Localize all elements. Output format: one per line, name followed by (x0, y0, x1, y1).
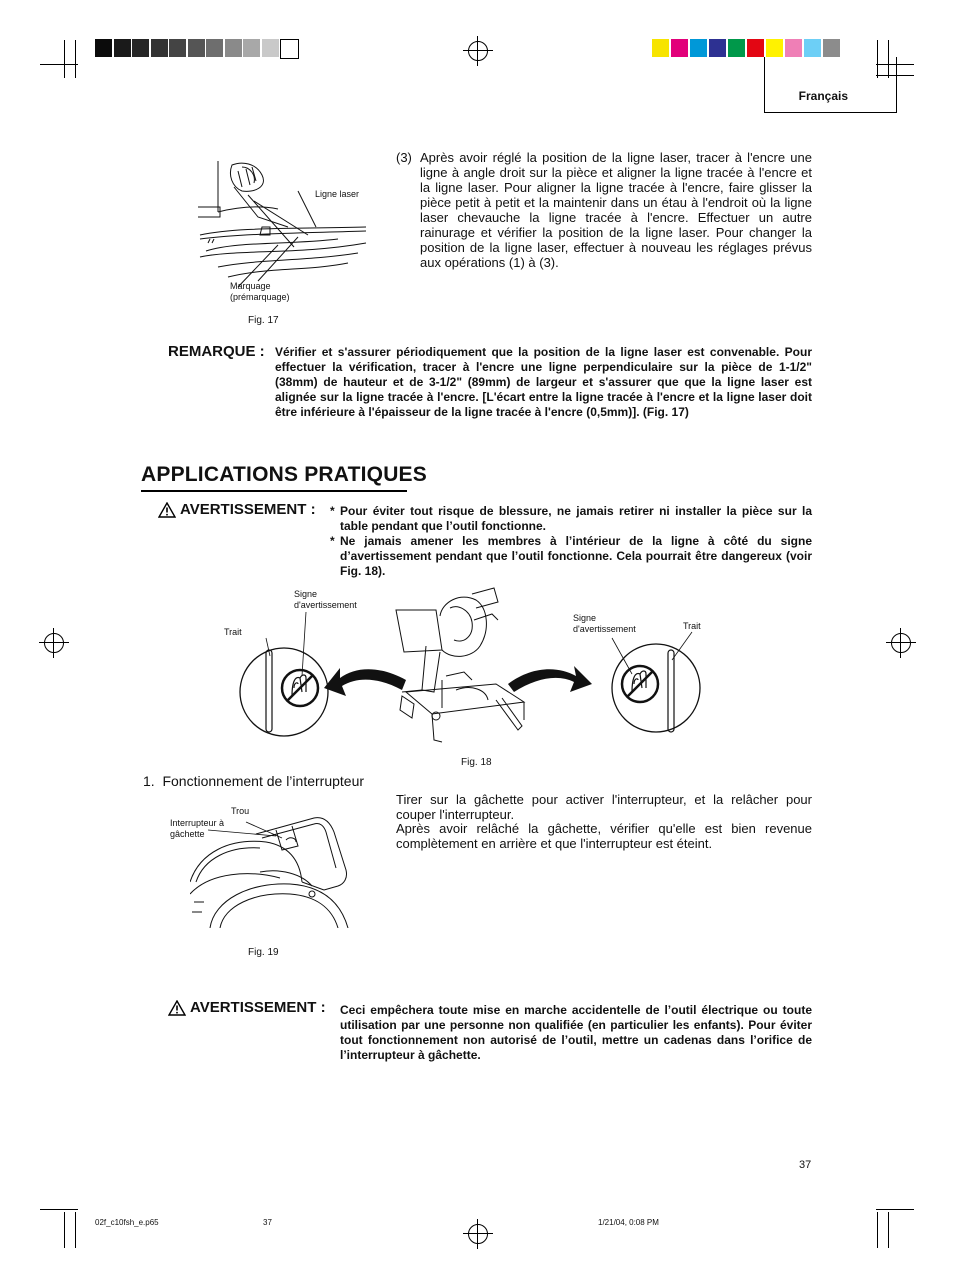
fig18-left-sign-label-line2: d'avertissement (294, 600, 357, 610)
color-swatch (671, 39, 688, 57)
gray-swatch (114, 39, 131, 57)
color-swatch (766, 39, 783, 57)
warning2-text: Ceci empêchera toute mise en marche accidentelle de l’outil électrique ou toute utilisation par une personne non qualifiée (en particulier les enfants). Pour éviter tout fonctionnement non autorisé de l’outil, mettre un cadenas dans l’orifice de l’interrupteur à gâchette. (340, 1003, 812, 1062)
warning-triangle-icon (168, 1000, 186, 1016)
language-tab (764, 57, 897, 113)
page-number: 37 (799, 1159, 812, 1171)
right-warning-sign (612, 644, 700, 732)
fig17-label-marking-line1: Marquage (230, 281, 271, 291)
fig18-left-sign-label-line1: Signe (294, 589, 318, 599)
footer-date: 1/21/04, 0:08 PM (598, 1218, 659, 1227)
step3-number: (3) (396, 150, 412, 165)
fig18-right-sign-label-line2: d'avertissement (573, 624, 636, 634)
warning1-label (158, 501, 316, 518)
color-swatch (823, 39, 840, 57)
warning1-bullet-2: * (330, 534, 335, 548)
color-swatch (804, 39, 821, 57)
gray-swatch (132, 39, 149, 57)
switch-heading: 1. Fonctionnement de l’interrupteur (143, 773, 365, 789)
warning2-label-text: AVERTISSEMENT : (190, 999, 326, 1016)
switch-para1: Tirer sur la gâchette pour activer l'interrupteur, et la relâcher pour couper l'interrupteur. (396, 792, 812, 822)
fig17-label-laser: Ligne laser (315, 189, 360, 199)
gray-swatch (188, 39, 205, 57)
gray-swatch (206, 39, 223, 57)
remark-label: REMARQUE : (168, 343, 265, 360)
fig18-right-trait-label: Trait (683, 621, 701, 631)
fig18-right-sign-label-line1: Signe (573, 613, 597, 623)
gray-swatch (169, 39, 186, 57)
registration-mark-bottom (468, 1224, 488, 1244)
gray-swatch (243, 39, 260, 57)
fig19-switch-label-line1: Interrupteur à (170, 818, 225, 828)
fig17-label-marking-line2: (prémarquage) (230, 292, 290, 302)
color-swatch (690, 39, 707, 57)
gray-swatch (225, 39, 242, 57)
footer-page: 37 (263, 1218, 272, 1227)
step3-text: Après avoir réglé la position de la ligne laser, tracer à l'encre une ligne à angle droit sur la pièce et aligner la ligne tracée à l'encre et la ligne laser. Pour aligner la ligne tracée à l'encre, faire glisser la pièce petit à petit et la maintenir dans un étau à l'endroit où la ligne laser chevauche la ligne tracée à l'encre. Effectuer un autre rainurage et vérifier la position de la ligne laser. Pour changer la position de la ligne laser, effectuer à nouveau les réglages prévus aux opérations (1) à (3). (420, 150, 812, 270)
remark-text: Vérifier et s'assurer périodiquement que la position de la ligne laser est convenable. Pour effectuer la vérification, tracer à l'encre une ligne perpendiculaire sur la pièce de 1-1/2" (38mm) de hauteur et de 3-1/2" (89mm) de largeur et s'assurer que que la ligne laser est alignée sur la ligne tracée à l'encre. [L'écart entre la ligne tracée à l'encre et la ligne laser doit être inférieure à l'épaisseur de la ligne tracée à l'encre (0,5mm)]. (Fig. 17) (275, 345, 812, 419)
fig18-right-sign-label (573, 613, 636, 635)
color-swatch (709, 39, 726, 57)
fig18-left-trait-label: Trait (224, 627, 242, 637)
fig19-switch-label (170, 818, 224, 840)
warning1-label-text: AVERTISSEMENT : (180, 501, 316, 518)
color-swatch (652, 39, 669, 57)
warning1-bullet-1: * (330, 504, 335, 518)
registration-mark-right (891, 633, 911, 653)
registration-mark-left (44, 633, 64, 653)
footer-file: 02f_c10fsh_e.p65 (95, 1218, 159, 1227)
section-title: APPLICATIONS PRATIQUES (141, 463, 427, 486)
fig18-left-sign-label (294, 589, 357, 611)
color-swatch (747, 39, 764, 57)
fig19-hole-label: Trou (231, 806, 250, 816)
warning-triangle-icon (158, 502, 176, 518)
warning2-label (168, 999, 326, 1016)
section-title-rule (141, 490, 407, 492)
language-label: Français (798, 89, 848, 103)
fig19-switch-label-line2: gâchette (170, 829, 205, 839)
fig17-caption: Fig. 17 (248, 315, 279, 326)
gray-swatch (262, 39, 279, 57)
fig17-label-marking (230, 281, 290, 303)
gray-swatch (280, 39, 299, 59)
warning1-item-2: Ne jamais amener les membres à l’intérieur de la ligne à côté du signe d’avertissement pendant que l’outil fonctionne. Cela pourrait être dangereux (voir Fig. 18). (340, 534, 812, 578)
left-warning-sign (240, 648, 328, 736)
color-swatch (785, 39, 802, 57)
warning1-item-1: Pour éviter tout risque de blessure, ne jamais retirer ni installer la pièce sur la table pendant que l’outil fonctionne. (340, 504, 812, 533)
registration-mark-top (468, 41, 488, 61)
fig19-caption: Fig. 19 (248, 947, 279, 958)
gray-swatch (95, 39, 112, 57)
switch-para2: Après avoir relâché la gâchette, vérifier qu'elle est bien revenue complètement en arrière et que l'interrupteur est éteint. (396, 821, 812, 851)
fig18-caption: Fig. 18 (461, 757, 492, 768)
color-swatch (728, 39, 745, 57)
gray-swatch (151, 39, 168, 57)
